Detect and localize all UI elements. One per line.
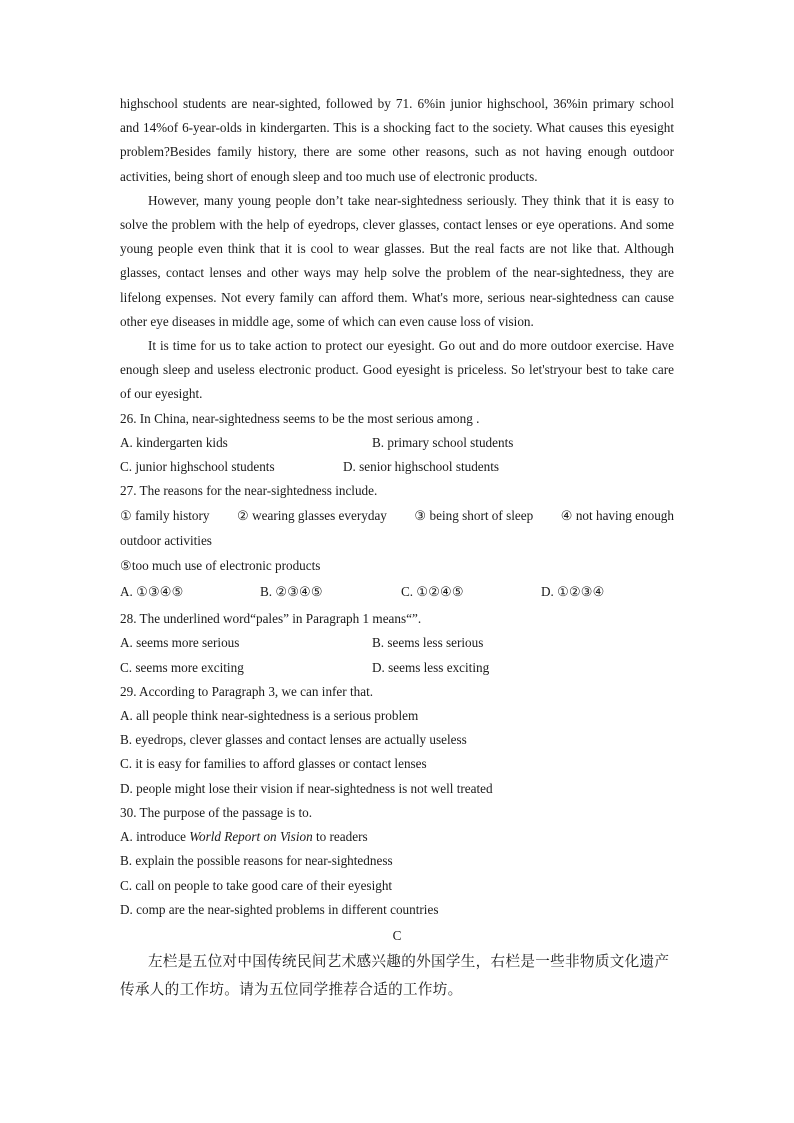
q28-option-a[interactable]: A. seems more serious bbox=[120, 635, 240, 651]
q30-option-a[interactable] bbox=[120, 825, 674, 849]
q26-options-row-2 bbox=[120, 455, 674, 479]
q27-items-line-2: outdoor activities bbox=[120, 532, 212, 548]
q26-option-b[interactable]: B. primary school students bbox=[372, 434, 514, 450]
q30-option-d[interactable]: D. comp are the near-sighted problems in different countries bbox=[120, 901, 439, 917]
q30-stem: 30. The purpose of the passage is to. bbox=[120, 804, 313, 820]
passage-paragraph-3: It is time for us to take action to protect our eyesight. Go out and do more outdoor exercise. Have enough sleep and useless electronic product. Good eyesight is priceless. So let'stryour best to take care of our eyesight. bbox=[120, 338, 674, 402]
q29-option-b[interactable]: B. eyedrops, clever glasses and contact lenses are actually useless bbox=[120, 732, 467, 748]
section-c-intro: 左栏是五位对中国传统民间艺术感兴趣的外国学生，右栏是一些非物质文化遗产传承人的工作坊。请为五位同学推荐合适的工作坊。 bbox=[120, 952, 670, 998]
q30-option-c[interactable]: C. call on people to take good care of their eyesight bbox=[120, 877, 393, 893]
q27-option-b[interactable]: B. ②③④⑤ bbox=[260, 584, 323, 600]
q28-options-row-1 bbox=[120, 631, 674, 655]
passage-paragraph-1: highschool students are near-sighted, followed by 71. 6%in junior highschool, 36%in primary school and 14%of 6-year-olds in kindergarten. This is a shocking fact to the society. What causes this eyesight problem?Besides family history, there are some other reasons, such as not having enough outdoor activities, being short of enough sleep and too much use of electronic products. bbox=[120, 96, 674, 184]
q29-stem: 29. According to Paragraph 3, we can infer that. bbox=[120, 683, 374, 699]
q27-option-c[interactable]: C. ①②④⑤ bbox=[401, 584, 464, 600]
q27-item-4: ④ not having enough bbox=[560, 508, 674, 524]
q27-item-3: ③ being short of sleep bbox=[414, 508, 534, 524]
q30-option-a-prefix: A. introduce bbox=[120, 829, 190, 845]
q29-option-a[interactable]: A. all people think near-sightedness is a serious problem bbox=[120, 708, 419, 724]
q27-stem: 27. The reasons for the near-sightedness include. bbox=[120, 483, 378, 499]
q26-option-d[interactable]: D. senior highschool students bbox=[343, 459, 500, 475]
q26-options-row-1 bbox=[120, 431, 674, 455]
q27-option-a[interactable]: A. ①③④⑤ bbox=[120, 584, 184, 600]
passage-paragraph-2: However, many young people don’t take near-sightedness seriously. They think that it is easy to solve the problem with the help of eyedrops, clever glasses, contact lenses or eye operations. And some young people even think that it is cool to wear glasses. But the real facts are not like that. Although glasses, contact lenses and other ways may help solve the problem of the near-sightedness, they are lifelong expenses. Not every family can afford them. What's more, serious near-sightedness can cause other eye diseases in middle age, some of which can even cause loss of vision. bbox=[120, 192, 674, 329]
q27-items-line-3: ⑤too much use of electronic products bbox=[120, 557, 321, 573]
q28-option-c[interactable]: C. seems more exciting bbox=[120, 659, 244, 675]
q28-stem: 28. The underlined word“pales” in Paragraph 1 means“”. bbox=[120, 611, 422, 627]
section-c-heading: C bbox=[392, 927, 402, 943]
q27-items-line-1 bbox=[120, 504, 674, 528]
q29-option-d[interactable]: D. people might lose their vision if near-sightedness is not well treated bbox=[120, 780, 493, 796]
q27-item-2: ② wearing glasses everyday bbox=[237, 508, 387, 524]
q26-option-a[interactable]: A. kindergarten kids bbox=[120, 434, 228, 450]
document-page bbox=[120, 92, 674, 1004]
q29-option-c[interactable]: C. it is easy for families to afford glasses or contact lenses bbox=[120, 756, 427, 772]
q27-option-d[interactable]: D. ①②③④ bbox=[541, 584, 605, 600]
q30-option-a-suffix: to readers bbox=[312, 829, 368, 845]
report-title: World Report on Vision bbox=[189, 829, 313, 845]
q28-option-b[interactable]: B. seems less serious bbox=[372, 635, 484, 651]
q28-options-row-2 bbox=[120, 656, 674, 680]
q27-item-1: ① family history bbox=[120, 508, 210, 524]
q30-option-b[interactable]: B. explain the possible reasons for near-sightedness bbox=[120, 853, 393, 869]
q26-stem: 26. In China, near-sightedness seems to be the most serious among . bbox=[120, 410, 480, 426]
q26-option-c[interactable]: C. junior highschool students bbox=[120, 459, 275, 475]
q28-option-d[interactable]: D. seems less exciting bbox=[372, 659, 490, 675]
q27-options-row bbox=[120, 580, 674, 604]
